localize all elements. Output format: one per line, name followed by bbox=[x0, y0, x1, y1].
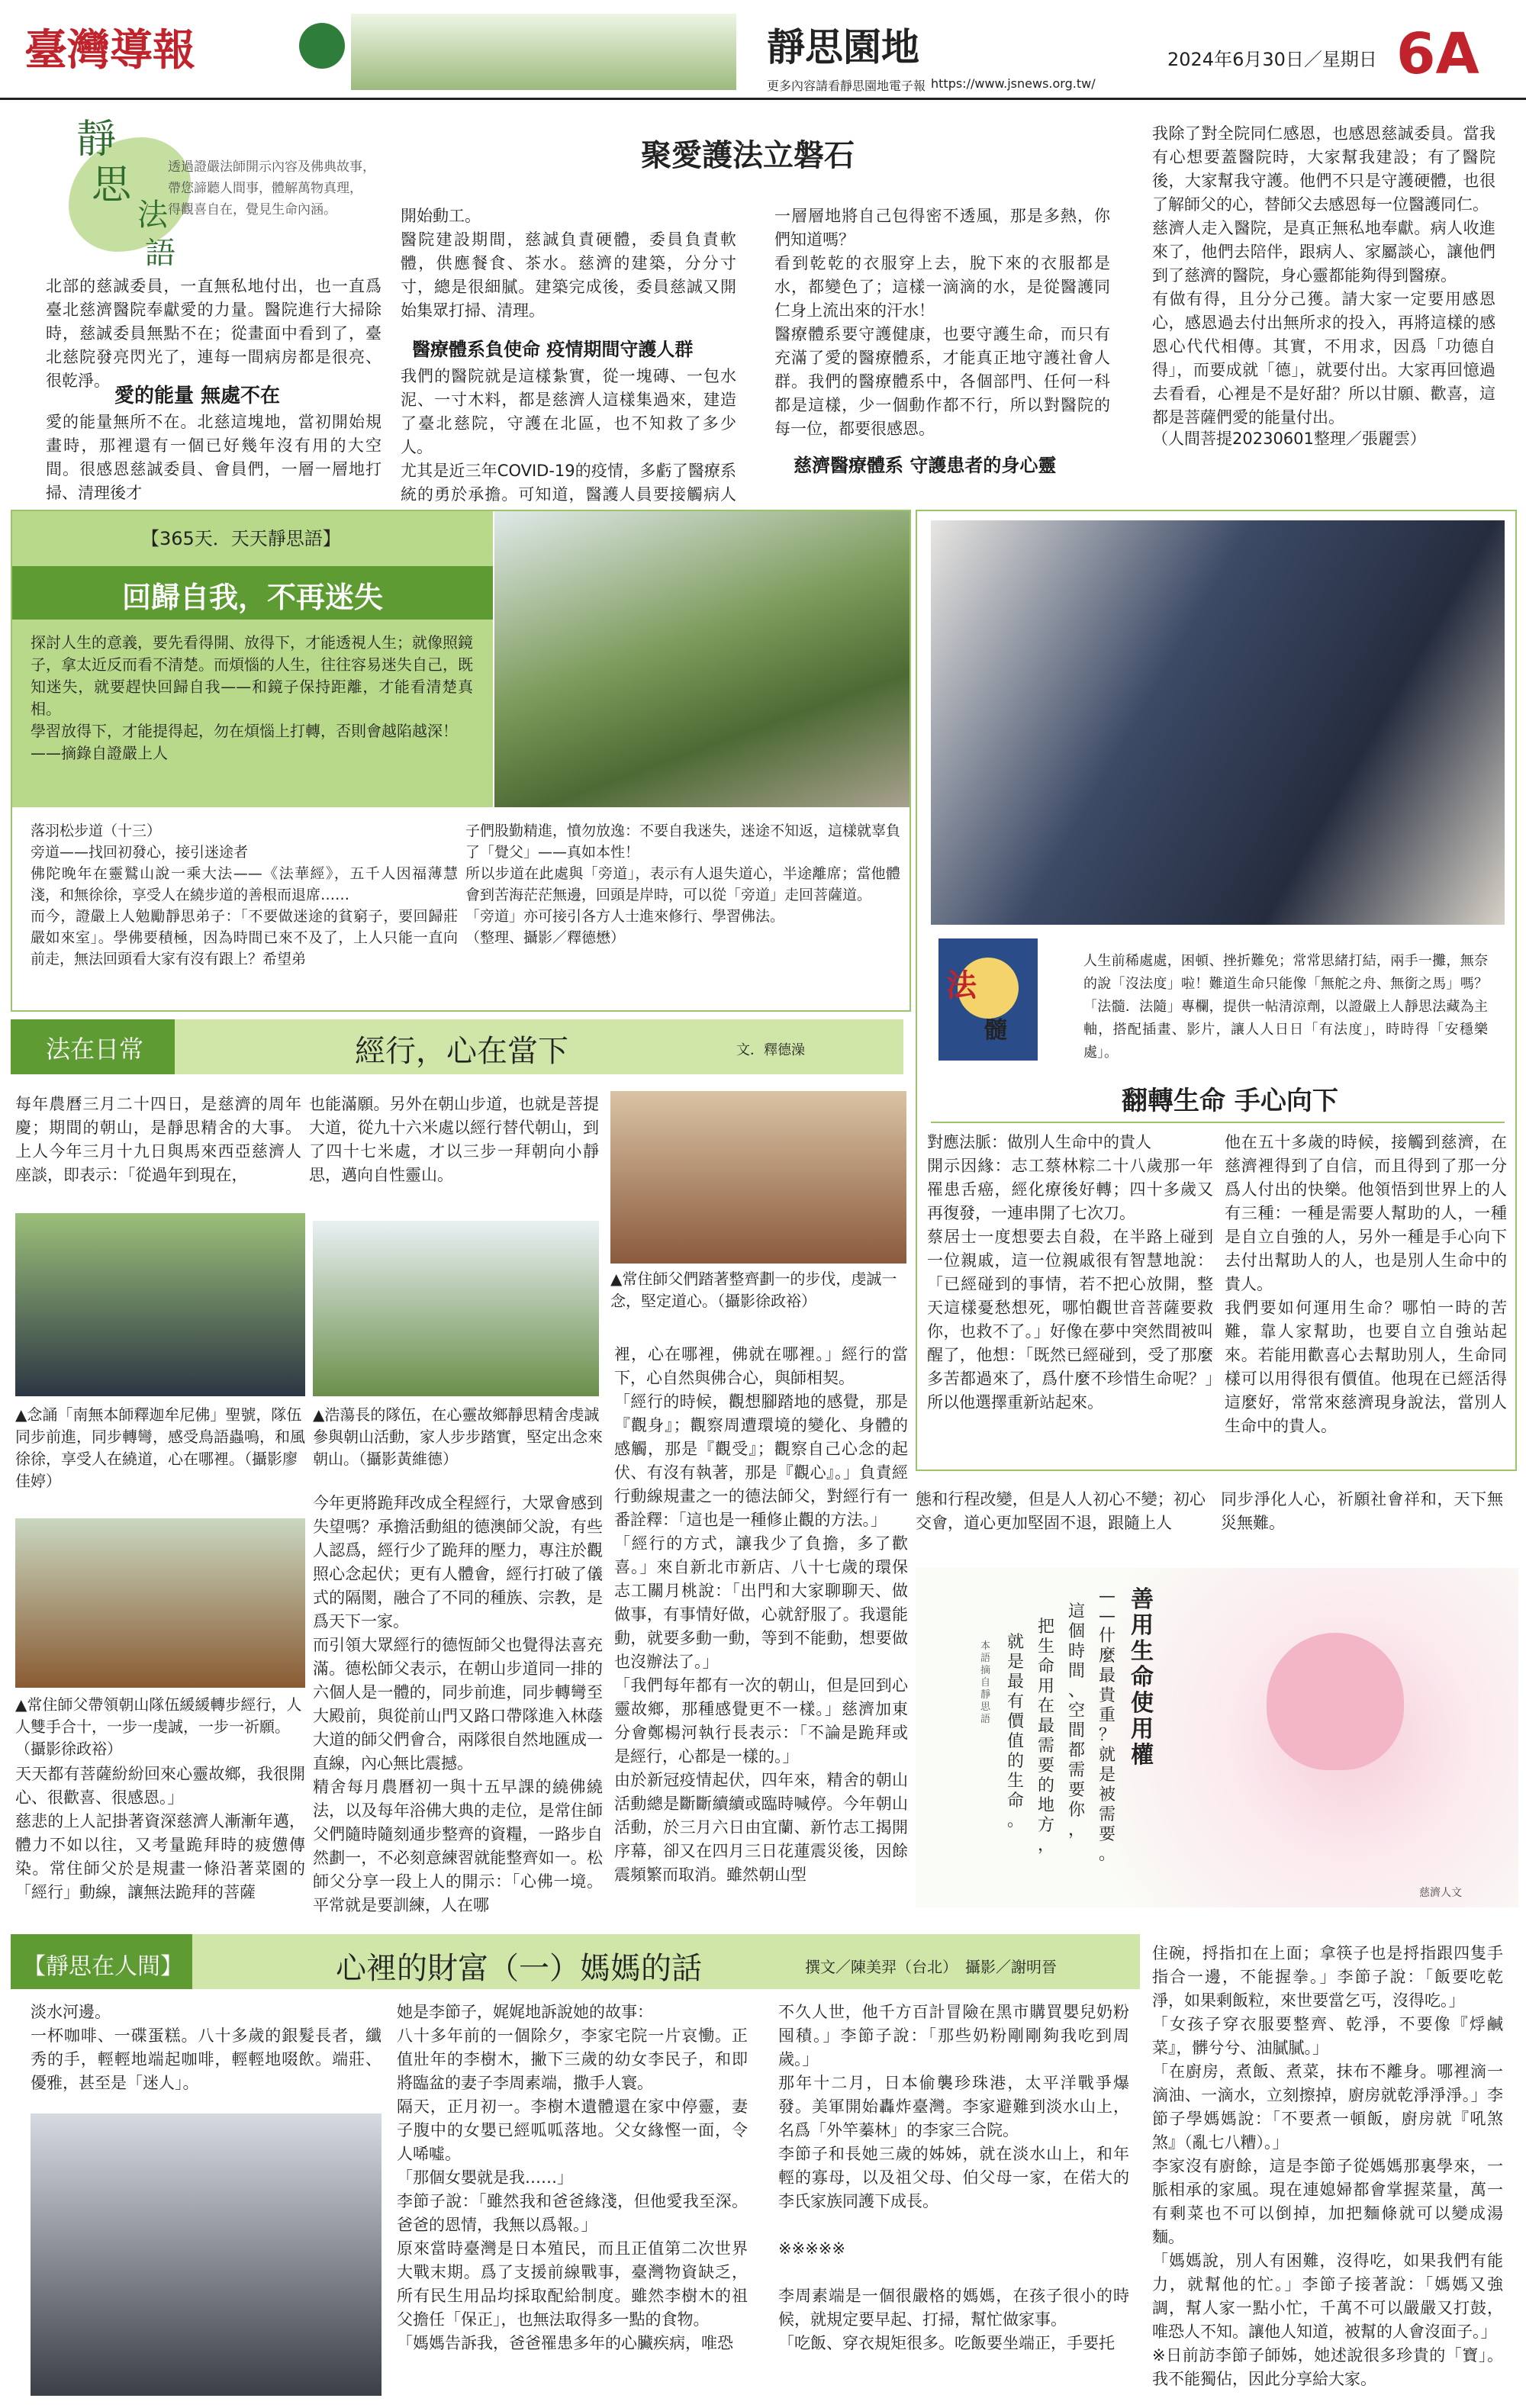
subheading: 慈濟醫療體系 守護患者的身心靈 bbox=[794, 455, 1057, 476]
header-rule bbox=[0, 98, 1526, 100]
page-number: 6A bbox=[1396, 21, 1479, 87]
abode-photo bbox=[351, 14, 736, 90]
article-column: 也能滿願。另外在朝山步道，也就是菩提大道，從九十六米處以經行替代朝山，到了四十七米處，才以三步一拜朝向小靜思，邁向自性靈山。 bbox=[309, 1095, 599, 1184]
article-column: 不久人世，他千方百計冒險在黑市購買嬰兒奶粉囤積。」李節子說：「那些奶粉剛剛夠我吃到周歲。」 那年十二月，日本偷襲珍珠港，太平洋戰爭爆發。美軍開始轟炸臺灣。李家避難到淡水山上，名爲「外竿蓁林」的李家三合院。 李節子和長她三歲的姊姊，就在淡水山上，和年輕的寡母，以及祖父母、伯父母一家，在偌大的李氏家族同護下成長。 ※※※※※ 李周素端是一個很嚴格的媽媽，在孩子很小的時候，就規定要早起、打掃，幫忙做家事。 「吃飯、穿衣規矩很多。吃飯要坐端正，手要托 bbox=[778, 2003, 1129, 2352]
dharma-column: 他在五十多歲的時候，接觸到慈濟，在慈濟裡得到了自信，而且得到了那一分爲人付出的快樂。他領悟到世界上的人有三種：一種是需要人幫助的人，一種是自立自強的人，另外一種是手心向下去付出幫助人的人，也是別人生命中的貴人。 我們要如何運用生命？哪怕一時的苦難，靠人家幫助，也要自立自強站起來。若能用歡喜心去幫助別人，生命同樣可以用得很有價值。他現在已經活得這麼好，常常來慈濟現身說法，當別人生命中的貴人。 bbox=[1225, 1133, 1507, 1435]
photo-caption: ▲浩蕩長的隊伍，在心靈故鄉靜思精舍虔誠參與朝山活動，家人步步踏實，堅定出念來朝山。（攝影黃維德） bbox=[313, 1405, 603, 1468]
website-link[interactable]: https://www.jsnews.org.tw/ bbox=[931, 76, 1096, 91]
monastics-photo bbox=[15, 1518, 305, 1688]
stone-path-photo bbox=[494, 511, 909, 807]
photo-caption: ▲常住師父帶領朝山隊伍緩緩轉步經行，人人雙手合十，一步一虔誠，一步一祈願。（攝影徐政裕） bbox=[15, 1695, 302, 1758]
article-column: 裡，心在哪裡，佛就在哪裡。」經行的當下，心自然與佛合心，與師相契。 「經行的時候，觀想腳踏地的感覺，那是『觀身』；觀察周遭環境的變化、身體的感觸，那是『觀受』；觀察自己心念的起伏、有沒有執著，那是『觀心』。」負責經行動線規畫之一的德法師父，對經行有一番詮釋：「這也是一種修止觀的方法。」 「經行的方式，讓我少了負擔，多了歡喜。」來自新北市新店、八十七歲的環保志工關月桃說：「出門和大家聊聊天、做做事，有事情好做，心就舒服了。我還能動，就要多動一動，等到不能動，想要做也沒辦法了。」 「我們每年都有一次的朝山，但是回到心靈故鄉，那種感覺更不一樣。」慈濟加東分會鄭楊河執行長表示：「不論是跪拜或是經行，心都是一樣的。」 由於新冠疫情起伏，四年來，精舍的朝山活動總是斷斷續續或臨時喊停。今年朝山活動，於三月六日由宜蘭、新竹志工揭開序幕，卻又在四月三日花蓮震災後，因餘震頻繁而取消。雖然朝山型 bbox=[614, 1345, 908, 1884]
article-column: 開始動工。 醫院建設期間，慈誠負責硬體，委員負責軟體，供應餐食、茶水。慈濟的建築，分分寸寸，總是很細膩。建築完成後，委員慈誠又開始集眾打掃、清理。 bbox=[401, 207, 736, 320]
article-column: 住碗，捋指扣在上面；拿筷子也是捋指跟四隻手指合一邊，不能握拳。」李節子說：「飯要吃乾淨，如果剩飯粒，來世要當乞丐，沒得吃。」 「女孩子穿衣服要整齊、乾淨，不要像『烰鹹菜』，髒兮兮、油膩膩。」 「在廚房，煮飯、煮菜，抹布不離身。哪裡滴一滴油、一滴水，立刻擦掉，廚房就乾淨淨淨。」李節子學媽媽說：「不要煮一頓飯，廚房就『吼煞煞』（亂七八糟）。」 李家沒有廚餘，這是李節子從媽媽那裏學來，一脈相承的家風。現在連媳婦都會掌握菜量，萬一有剩菜也不可以倒掉，加把麵條就可以變成湯麵。 「媽媽說，別人有困難，沒得吃，如果我們有能力，就幫他的忙。」李節子接著說：「媽媽又強調，幫人家一點小忙，千萬不可以嚴嚴又打鼓，唯恐人不知。讓他人知道，被幫的人會沒面子。」 ※日前訪李節子師姊，她述說很多珍貴的「寶」。我不能獨佔，因此分享給大家。 bbox=[1152, 1944, 1503, 2388]
byline: 撰文／陳美羿（台北） 攝影／謝明晉 bbox=[805, 1958, 1057, 1976]
article-column: 天天都有菩薩紛紛回來心靈故鄉，我很開心、很歡喜、很感恩。」 慈悲的上人記掛著資深慈濟人漸漸年邁，體力不如以往，又考量跪拜時的疲憊傳染。常住師父於是規畫一條沿著菜園的「經行」動線，讓無法跪拜的菩薩 bbox=[15, 1765, 305, 1901]
quote-tag: 【365天．天天靜思語】 bbox=[141, 528, 341, 549]
brand-mark: 慈濟人文 bbox=[1419, 1887, 1462, 1899]
paper-logo: 臺灣導報 bbox=[24, 25, 195, 76]
poem-title: 善用生命使用權 bbox=[1131, 1586, 1154, 1769]
mom-title: 心裡的財富（一）媽媽的話 bbox=[336, 1951, 702, 1986]
dharma-desc: 人生前稀處處，困頓、挫折難免；常常思緒打結，兩手一攤，無奈的說「沒法度」啦！難道生命只能像「無舵之舟、無銜之馬」嗎？「法髓．法隨」專欄，提供一帖清涼劑，以證嚴上人靜思法藏為主軸，搭配插畫、影片，讓人人日日「有法度」，時時得「安穩樂處」。 bbox=[1083, 953, 1488, 1061]
section-title: 靜思園地 bbox=[767, 25, 919, 69]
procession-photo bbox=[313, 1221, 599, 1396]
photo-caption: ▲念誦「南無本師釋迦牟尼佛」聖號，隊伍同步前進，同步轉彎，感受鳥語蟲鳴，和風徐徐，享受人在繞道，心在哪裡。（攝影廖佳婷） bbox=[15, 1405, 305, 1490]
article-column: 同步淨化人心，祈願社會祥和，天下無災無難。 bbox=[1221, 1490, 1503, 1532]
issue-date: 2024年6月30日／星期日 bbox=[1167, 49, 1377, 70]
article-column: 態和行程改變，但是人人初心不變；初心交會，道心更加堅固不退，跟隨上人 bbox=[916, 1490, 1206, 1532]
byline: 文．釋德澡 bbox=[736, 1042, 805, 1058]
rule bbox=[931, 1122, 1505, 1123]
jingsi-intro bbox=[61, 107, 404, 271]
article-column: 我除了對全院同仁感恩，也感恩慈誠委員。當我有心想要蓋醫院時，大家幫我建設；有了醫院後，大家幫我守護。他們不只是守護硬體，也很了解師父的心，替師父去感恩每一位醫護同仁。 慈濟人走入醫院，是真正無私地奉獻。病人收進來了，他們去陪伴，跟病人、家屬談心，讓他們到了慈濟的醫院，身心靈都能夠得到醫療。 有做有得，且分分己獲。請大家一定要用感恩心，感恩過去付出無所求的投入，再將這樣的感恩心代代相傳。其實，不用求，因爲「功德自得」，而要成就「德」，就要付出。大家再回憶過去看看，心裡是不是好甜？所以甘願、歡喜，這都是菩薩們愛的能量付出。 bbox=[1152, 124, 1495, 427]
article-column: 愛的能量無所不在。北慈這塊地，當初開始規畫時，那裡還有一個已好幾年沒有用的大空間。很感恩慈誠委員、會員們，一層一層地打掃、清理後才 bbox=[46, 413, 382, 502]
step-column: 子們股勤精進，憤勿放逸：不要自我迷失，迷途不知返，這樣就辜負了「覺父」——真如本性！ 所以步道在此處與「旁道」，表示有人退失道心，半途離席；當他體會到苦海茫茫無邊，回頭是岸時，可以從「旁道」走回菩薩道。 「旁道」亦可接引各方人士進來修行、學習佛法。 （整理、攝影／釋德懋） bbox=[465, 823, 901, 946]
subheading: 醫療體系負使命 疫情期間守護人群 bbox=[412, 339, 694, 360]
writing-photo bbox=[931, 520, 1505, 925]
title-char: 靜 bbox=[76, 117, 117, 163]
title-char: 語 bbox=[145, 236, 175, 271]
quote-body: 探討人生的意義，要先看得開、放得下，才能透視人生；就像照鏡子，拿太近反而看不清楚。而煩惱的人生，往往容易迷失自己，既知迷失，就要趕快回歸自我——和鏡子保持距離，才能看清楚真相。 學習放得下，才能提得起，勿在煩惱上打轉，否則會越陷越深！ ——摘錄自證嚴上人 bbox=[31, 633, 473, 762]
poem-line: ——什麼最貴重？就是被需要。 bbox=[1099, 1587, 1116, 1864]
byline: （人間菩提20230601整理／張麗雲） bbox=[1152, 430, 1426, 448]
article-column: 淡水河邊。 一杯咖啡、一碟蛋糕。八十多歲的銀髮長者，纖秀的手，輕輕地端起咖啡，輕輕地啜飲。端莊、優雅，甚至是「迷人」。 bbox=[31, 2003, 382, 2092]
title-char: 法 bbox=[137, 198, 168, 233]
walk-title: 經行，心在當下 bbox=[355, 1034, 568, 1069]
article-title: 聚愛護法立磐石 bbox=[641, 137, 855, 173]
article-column: 北部的慈誠委員，一直無私地付出，也一直爲臺北慈濟醫院奉獻愛的力量。醫院進行大掃除時，慈誠委員無點不在；從畫面中看到了，臺北慈院發亮閃光了，連每一間病房都是很亮、很乾淨。 bbox=[46, 277, 382, 390]
quote-title: 回歸自我，不再迷失 bbox=[122, 581, 384, 614]
title-char: 思 bbox=[92, 163, 132, 208]
poem-line: 把生命用在最需要的地方， bbox=[1038, 1618, 1055, 1855]
lotus-photo bbox=[916, 1568, 1518, 1907]
article-column: 我們的醫院就是這樣紮實，從一塊磚、一包水泥、一寸木料，都是慈濟人這樣集過來，建造了臺北慈院，守護在北區，也不知救了多少人。 尤其是近三年COVID-19的疫情，多虧了醫療系統的勇於承擔。可知道，醫護人員要接觸病人 bbox=[401, 367, 736, 504]
mom-tag: 【靜思在人間】 bbox=[23, 1953, 183, 1980]
article-column: 一層層地將自己包得密不透風，那是多熱，你們知道嗎？ 看到乾乾的衣服穿上去，脫下來的衣服都是水，都變色了；這樣一滴滴的水，是從醫護同仁身上流出來的汗水！ 醫療體系要守護健康，也要守護生命，而只有充滿了愛的醫療體系，才能真正地守護社會人群。我們的醫療體系中，各個部門、任何一科都是這樣，少一個動作都不行，所以對醫院的每一位，都要很感恩。 bbox=[774, 207, 1110, 438]
poem-source: 本語摘自靜思語 bbox=[980, 1640, 991, 1725]
dharma-title: 翻轉生命 手心向下 bbox=[1122, 1086, 1338, 1116]
chanting-photo bbox=[15, 1213, 305, 1396]
subheading: 愛的能量 無處不在 bbox=[114, 385, 281, 407]
walk-tag: 法在日常 bbox=[46, 1035, 144, 1064]
dharma-logo: 髓 bbox=[984, 1017, 1007, 1044]
step-column: 落羽松步道（十三） 旁道——找回初發心，接引迷途者 佛陀晚年在靈鷲山說一乘大法——《法華經》，五千人因福薄慧淺，和無徐徐，享受人在繞步道的善根而退席…… 而今，證嚴上人勉勵靜思弟子：「不要做迷途的貧窮子，要回歸莊嚴如來室」。學佛要積極，因為時間已來不及了，上人只能一直向前走，無法回頭看大家有沒有跟上？希望弟 bbox=[31, 823, 458, 967]
elder-photo bbox=[31, 2113, 382, 2396]
subtitle: 更多內容請看靜思園地電子報 bbox=[767, 79, 926, 93]
article-column: 她是李節子，娓娓地訴說她的故事： 八十多年前的一個除夕，李家宅院一片哀慟。正值壯年的李樹木，撇下三歲的幼女李民子，和即將臨盆的妻子李周素端，撒手人寰。 隔天，正月初一。李樹木遺體還在家中停靈，妻子腹中的女嬰已經呱呱落地。父女緣慳一面，令人唏噓。 「那個女嬰就是我……」 李節子說：「雖然我和爸爸緣淺，但他愛我至深。爸爸的恩情，我無以爲報。」 原來當時臺灣是日本殖民，而且正值第二次世界大戰末期。爲了支援前線戰事，臺灣物資缺乏，所有民生用品均採取配給制度。雖然李樹木的祖父擔任「保正」，也無法取得多一點的食物。 「媽媽告訴我，爸爸罹患多年的心臟疾病，唯恐 bbox=[397, 2003, 748, 2352]
dharma-logo: 法 bbox=[946, 968, 977, 1003]
photo-caption: ▲常住師父們踏著整齊劃一的步伐，虔誠一念，堅定道心。（攝影徐政裕） bbox=[610, 1270, 897, 1310]
article-column: 今年更將跪拜改成全程經行，大眾會感到失望嗎？承擔活動組的德澳師父說，有些人認爲，經行少了跪拜的壓力，專注於觀照心念起伏；更有人體會，經行打破了儀式的隔閡，融合了不同的種族、宗教，是爲天下一家。 而引領大眾經行的德恆師父也覺得法喜充滿。德松師父表示，在朝山步道同一排的六個人是一體的，同步前進，同步轉彎至大殿前，與從前山門又路口帶隊進入林蔭大道的師父們會合，兩隊很自然地匯成一直線，內心無比震撼。 精舍每月農曆初一與十五早課的繞佛繞法，以及每年浴佛大典的走位，是常住師父們隨時隨刻通步整齊的資糧，一路步自然劃一，不必刻意練習就能整齊如一。松師父分享一段上人的開示：「心佛一境。平常就是要訓練，人在哪 bbox=[313, 1494, 603, 1914]
dharma-column: 對應法脈：做別人生命中的貴人 開示因緣：志工蔡林粽二十八歲那一年罹患舌癌，經化療後好轉；四十多歲又再復發，一連串開了七次刀。 蔡居士一度想要去自殺，在半路上碰到一位親戚，這一位親戚很有智慧地說：「已經碰到的事情，若不把心放開，整天這樣憂愁想死，哪怕觀世音菩薩要救你，也救不了。」好像在夢中突然間被叫醒了，他想：「既然已經碰到，受了那麼多苦都過來了，爲什麼不珍惜生命呢？」所以他選擇重新站起來。 bbox=[927, 1133, 1213, 1412]
poem-line: 這個時間、空間都需要你， bbox=[1068, 1602, 1086, 1840]
motto: 透過證嚴法師開示內容及佛典故事， 帶您諦聽人間事，體解萬物真理， 得觀喜自在，覺見生命內涵。 bbox=[168, 159, 375, 217]
dharma-emblem-icon bbox=[299, 23, 345, 69]
monks-walk-photo bbox=[610, 1091, 906, 1264]
article-column: 每年農曆三月二十四日，是慈濟的周年慶；期間的朝山，是靜思精舍的大事。上人今年三月十九日與馬來西亞慈濟人座談，即表示：「從過年到現在， bbox=[15, 1095, 301, 1184]
masthead bbox=[0, 0, 1526, 98]
lotus-icon bbox=[1267, 1633, 1404, 1770]
poem-line: 就是最有價值的生命。 bbox=[1007, 1633, 1025, 1830]
